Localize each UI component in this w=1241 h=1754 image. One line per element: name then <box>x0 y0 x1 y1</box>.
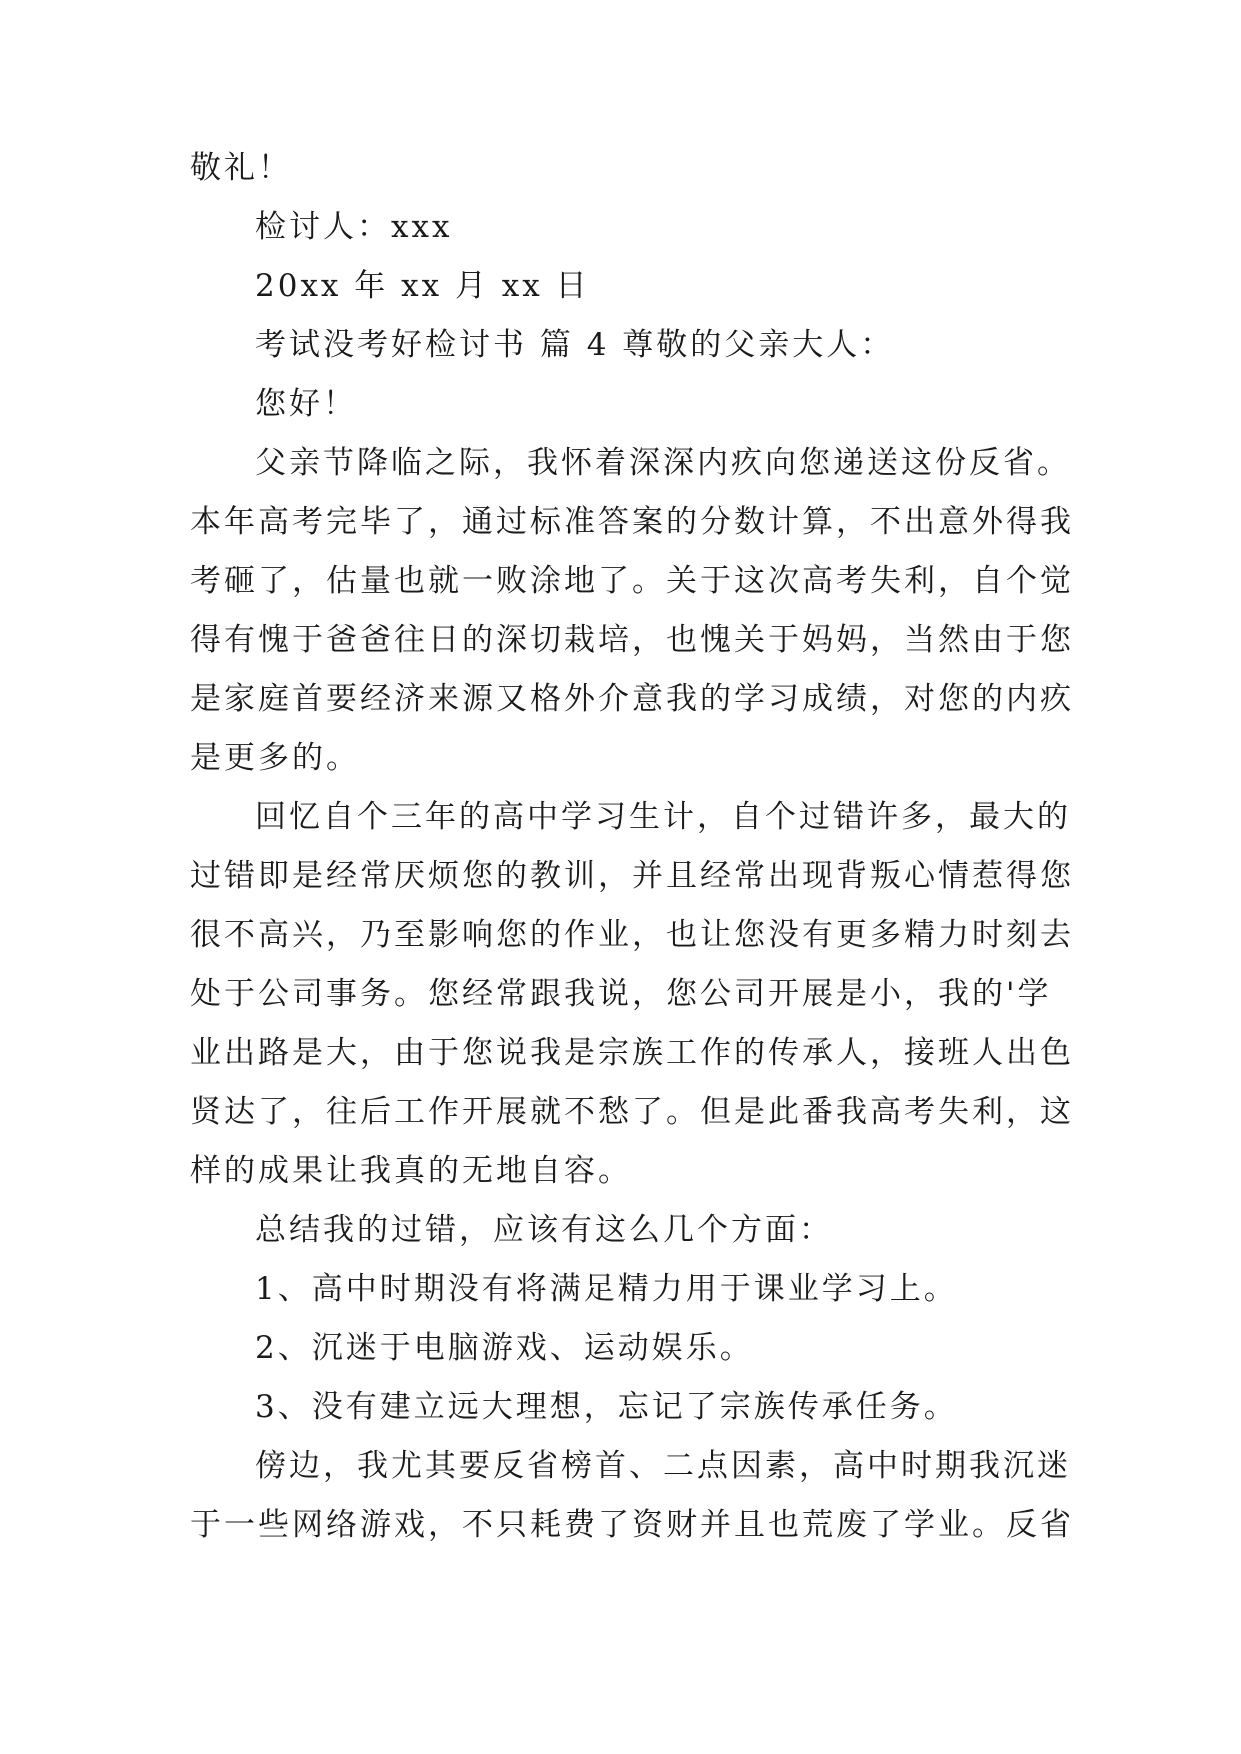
paragraph-line: 回忆自个三年的高中学习生计，自个过错许多，最大的 <box>255 799 1071 835</box>
list-item: 1、高中时期没有将满足精力用于课业学习上。 <box>255 1271 958 1307</box>
greeting: 您好！ <box>255 386 357 422</box>
paragraph-line: 总结我的过错，应该有这么几个方面： <box>255 1212 833 1248</box>
paragraph-line: 处于公司事务。您经常跟我说，您公司开展是小，我的'学 <box>190 976 1052 1012</box>
paragraph-line: 很不高兴，乃至影响您的作业，也让您没有更多精力时刻去 <box>190 917 1074 953</box>
paragraph-line: 考砸了，估量也就一败涂地了。关于这次高考失利，自个觉 <box>190 563 1074 599</box>
paragraph-line: 父亲节降临之际，我怀着深深内疚向您递送这份反省。 <box>255 445 1071 481</box>
closing-salute: 敬礼！ <box>190 150 292 186</box>
list-item: 2、沉迷于电脑游戏、运动娱乐。 <box>255 1330 754 1366</box>
paragraph-line: 过错即是经常厌烦您的教训，并且经常出现背叛心情惹得您 <box>190 858 1074 894</box>
paragraph-line: 是更多的。 <box>190 740 360 776</box>
list-item: 3、没有建立远大理想，忘记了宗族传承任务。 <box>255 1389 958 1425</box>
paragraph-line: 样的成果让我真的无地自容。 <box>190 1153 632 1189</box>
paragraph-line: 业出路是大，由于您说我是宗族工作的传承人，接班人出色 <box>190 1035 1074 1071</box>
section-heading: 考试没考好检讨书 篇 4 尊敬的父亲大人： <box>255 327 895 363</box>
signature-author: 检讨人：xxx <box>255 209 453 245</box>
paragraph-line: 本年高考完毕了，通过标准答案的分数计算，不出意外得我 <box>190 504 1074 540</box>
paragraph-line: 是家庭首要经济来源又格外介意我的学习成绩，对您的内疚 <box>190 681 1074 717</box>
paragraph-line: 于一些网络游戏，不只耗费了资财并且也荒废了学业。反省 <box>190 1507 1074 1543</box>
paragraph-line: 贤达了，往后工作开展就不愁了。但是此番我高考失利，这 <box>190 1094 1074 1130</box>
signature-date: 20xx 年 xx 月 xx 日 <box>255 268 590 304</box>
paragraph-line: 傍边，我尤其要反省榜首、二点因素，高中时期我沉迷 <box>255 1448 1071 1484</box>
paragraph-line: 得有愧于爸爸往日的深切栽培，也愧关于妈妈，当然由于您 <box>190 622 1074 658</box>
